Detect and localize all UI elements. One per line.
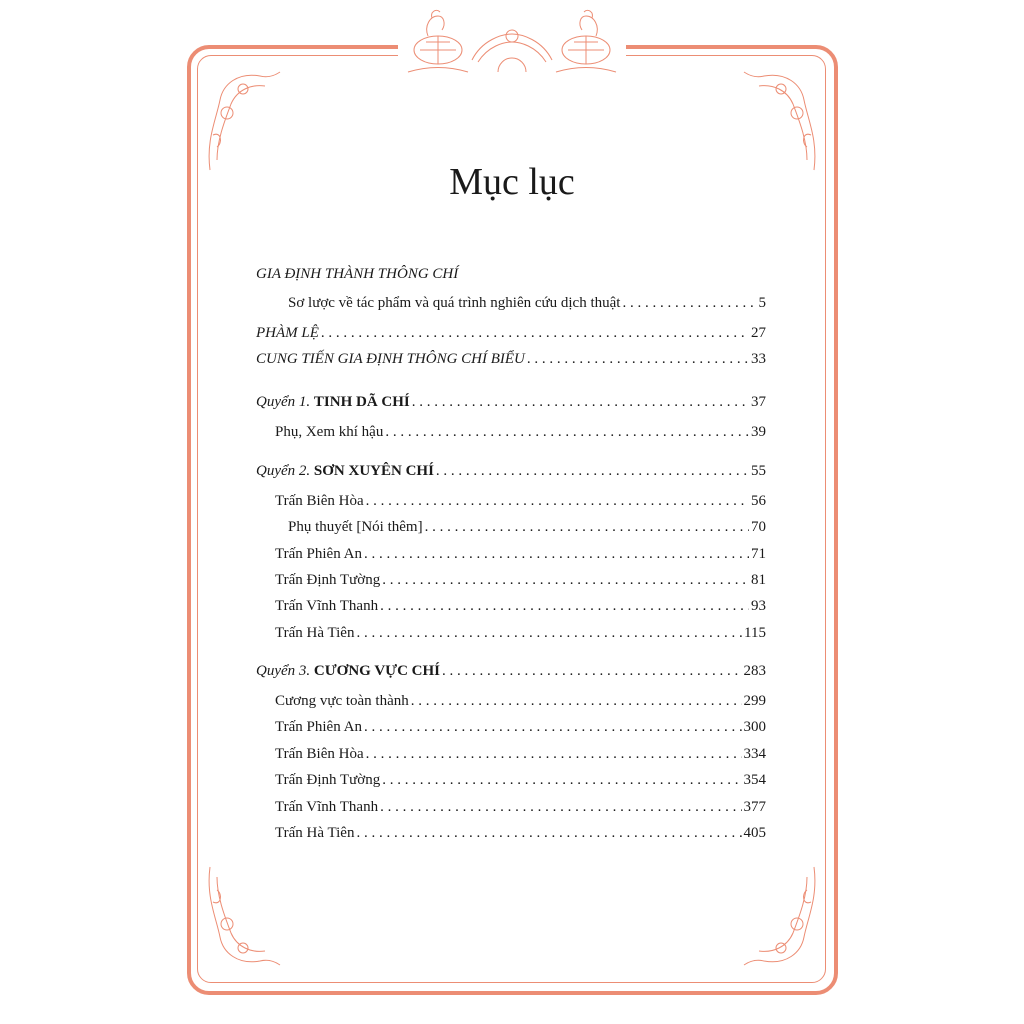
toc-label: Trấn Phiên An (275, 719, 362, 735)
toc-label: Phụ thuyết [Nói thêm] (288, 519, 423, 535)
toc-label: TINH DÃ CHÍ (313, 394, 410, 410)
toc-label: Phụ, Xem khí hậu (275, 424, 384, 440)
toc-entry[interactable] (275, 424, 766, 441)
corner-ornament-top-left-icon (205, 65, 285, 175)
corner-ornament-bottom-left-icon (205, 862, 285, 972)
toc-page: 299 (743, 693, 766, 709)
toc-label: Trấn Biên Hòa (275, 493, 364, 509)
toc-entry[interactable] (275, 572, 766, 589)
toc-page: 354 (743, 772, 766, 788)
toc-page: 405 (743, 825, 766, 841)
toc-label: PHÀM LỆ (256, 325, 319, 341)
toc-page: 70 (751, 519, 766, 535)
toc-prefix: Quyển 3. (256, 663, 311, 679)
leader-dots (364, 546, 749, 563)
leader-dots (436, 463, 749, 480)
toc-label: Trấn Định Tường (275, 572, 381, 588)
leader-dots (366, 746, 742, 763)
toc-entry[interactable] (288, 519, 766, 536)
toc-prefix: Quyển 2. (256, 463, 311, 479)
toc-entry[interactable] (275, 799, 766, 816)
leader-dots (442, 663, 741, 680)
leader-dots (382, 772, 741, 789)
corner-ornament-top-right-icon (739, 65, 819, 175)
toc-page: 5 (758, 295, 766, 311)
toc-label: CUNG TIẾN GIA ĐỊNH THÔNG CHÍ BIỂU (256, 351, 525, 367)
toc-entry[interactable] (275, 719, 766, 736)
toc-prefix: Quyển 1. (256, 394, 311, 410)
toc-entry[interactable] (275, 598, 766, 615)
toc-page: 115 (744, 625, 766, 641)
toc-page: 56 (751, 493, 766, 509)
toc-page: 81 (751, 572, 766, 588)
leader-dots (364, 719, 742, 736)
toc-label: Trấn Vĩnh Thanh (275, 598, 379, 614)
leader-dots (622, 295, 756, 312)
toc-label: Trấn Phiên An (275, 546, 362, 562)
toc-page: 300 (743, 719, 766, 735)
toc-page: 39 (751, 424, 766, 440)
toc-entry[interactable] (275, 825, 766, 842)
toc-page: 71 (751, 546, 766, 562)
toc-page: 33 (751, 351, 766, 367)
leader-dots (356, 625, 742, 642)
toc-entry[interactable] (256, 463, 766, 480)
leader-dots (527, 351, 749, 368)
page-title: Mục lục (449, 161, 575, 203)
toc-label: Trấn Vĩnh Thanh (275, 799, 379, 815)
toc-page: 93 (751, 598, 766, 614)
toc-label: Trấn Hà Tiên (275, 825, 355, 841)
leader-dots (385, 424, 749, 441)
toc-page: 37 (751, 394, 766, 410)
corner-ornament-bottom-right-icon (739, 862, 819, 972)
toc-entry[interactable] (256, 663, 766, 680)
toc-label: Cương vực toàn thành (275, 693, 409, 709)
toc-page: 27 (751, 325, 766, 341)
leader-dots (356, 825, 741, 842)
leader-dots (380, 598, 749, 615)
toc-label: Trấn Biên Hòa (275, 746, 364, 762)
leader-dots (411, 693, 742, 710)
toc-page: 334 (743, 746, 766, 762)
toc-label: CƯƠNG VỰC CHÍ (313, 663, 441, 679)
toc-label: Sơ lược về tác phẩm và quá trình nghiên cứu dịch thuật (288, 295, 621, 311)
leader-dots (366, 493, 749, 510)
toc-label: Trấn Định Tường (275, 772, 381, 788)
toc-entry[interactable] (256, 325, 766, 342)
toc-entry[interactable] (275, 693, 766, 710)
toc-entry[interactable] (288, 295, 766, 312)
dragon-turtle-ornament-icon (398, 0, 626, 80)
toc-page: 55 (751, 463, 766, 479)
toc-label: SƠN XUYÊN CHÍ (313, 463, 434, 479)
leader-dots (412, 394, 749, 411)
leader-dots (425, 519, 749, 536)
toc-entry[interactable] (256, 351, 766, 368)
toc-entry[interactable] (256, 394, 766, 411)
toc-entry[interactable] (275, 772, 766, 789)
toc-page: 377 (743, 799, 766, 815)
toc-entry[interactable] (275, 746, 766, 763)
toc-entry[interactable] (275, 625, 766, 642)
toc-label: GIA ĐỊNH THÀNH THÔNG CHÍ (256, 266, 459, 282)
toc-label: Trấn Hà Tiên (275, 625, 355, 641)
toc-entry[interactable] (275, 546, 766, 563)
toc-page: 283 (743, 663, 766, 679)
leader-dots (380, 799, 741, 816)
toc-entry[interactable] (275, 493, 766, 510)
leader-dots (321, 325, 749, 342)
leader-dots (382, 572, 749, 589)
toc-heading (256, 266, 766, 283)
